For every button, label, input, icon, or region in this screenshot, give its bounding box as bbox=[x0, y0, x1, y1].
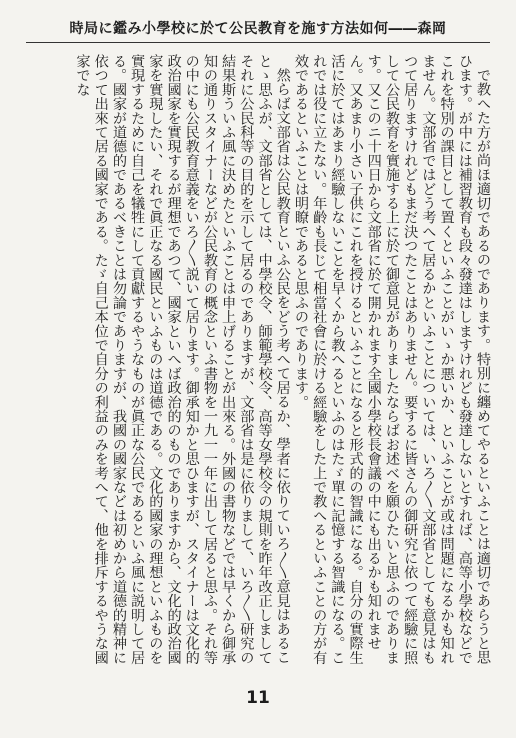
page-number: 11 bbox=[246, 688, 270, 708]
header-rule bbox=[26, 42, 490, 43]
body-text bbox=[24, 54, 492, 672]
paragraph-1: で教へた方が尚ほ適切であるのであります。特別に纏めてやるといふことは適切であらうと思ひます。が中には補習教育も段々發達はしますけれども發達しないとすれば、高等小學校などでこれを特別の課目として置くといふことがいゝか悪いか、といふことが或は問題になるかも知れません。文部省ではどう考へて居るかといふことについては、いろ〳〵文部省としても意見はもつて居りますけれどもまだ決つたことはありません。要するに皆さんの御研究に依つて經驗に照して公民教育を實施する上に於て御意見がありましたならばお述べを願ひたいと思ふのであります。又このニ十四日から文部省に於て開かれます全國小學校長會議の中にも出るかも知れません。又あまり小さい子供にこれを授けるといふことになると形式的の智識になる。自分の實際生活に於てはあまり經驗しないことを早くから教へるといふのはたゞ單に記憶する智識になる。これでは役に立たない。年齡も長じて相當社會に於ける經驗をした上で教へるといふことの方が有效であるといふことは明瞭であると思ふのであります。 bbox=[292, 54, 491, 665]
paragraph-2: 然らば文部省は公民教育といふ公民をどう考へて居るか、學者に依りていろ〳〵意見はあることゝ思ふが、文部省としては、中學校令、師範學校令、高等女學校令の規則を昨年改正しましてそれに公民科等の目的を示して居るのでありますが、文部省は是に依りまして、いろ〳〵研究の結果斯ういふ風に決めたといふことは申上げることが出來る。外國の書物などでは早くから御承知の通りスタイナーなどが公民教育の概念といふ書物を一九一一年に出して居ると思ふ。それ等の中にも公民教育意義をいろ〳〵説いて居ります。御承知かと思ひますが、スタイナーは文化的政治國家を實現するが理想であつて、國家といへば政治的のものでありますから、文化的政治國家を實現したい、それで眞正なる國民といふものは道德である。文化的國家の理想といふものを實現するために自己を犠牲にして貢獻するやうなものが眞正な公民であるといふ風に説明して居る。國家が道德的であるべきことは勿論でありますが、我國の國家などは初めから道德的精神に依つて出來て居る國家である。たゞ自己本位で自分の利益のみを考へて、他を排斥するやうな國家でな bbox=[74, 54, 291, 665]
running-header: 時局に鑑み小學校に於て公民教育を施す方法如何――森岡 bbox=[69, 21, 447, 37]
